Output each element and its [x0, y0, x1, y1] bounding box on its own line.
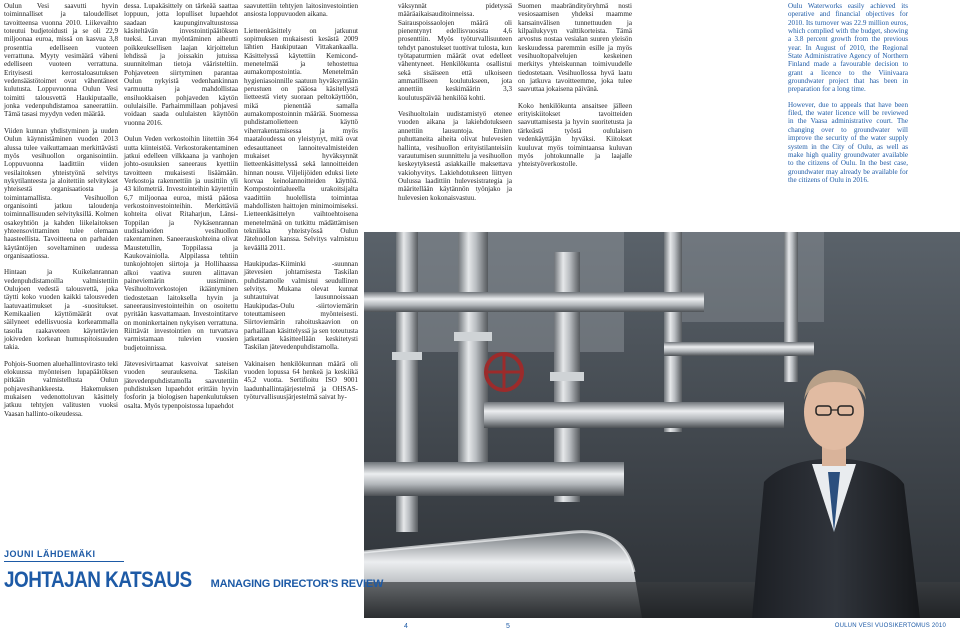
paragraph: Oulun Veden verkostoihin liitettiin 364 uutta kiinteistöä. Verkostorakentaminen jatkui edelleen vilkkaana ja vanhojen johto-osuuksien saneeraus kyettiin tavoitteen mukaisesti lisäämään. Verkostoja rakennettiin ja uusittiin yli 43 kilometriä. Investointeihin käytettiin 6,7 miljoonaa euroa, mistä pääosa verkostoinvestointeihin. Merkittäviä kohteita olivat Ritaharjun, Länsi-Toppilan ja Nykäsenrannan uudisalueiden vesihuollon rakentaminen. Saneerauskohteina olivat Maustetullin, Toppilassa ja Kaukovainiolla. Alppilassa tehtiin tunkojohtojen siirtoja ja Hollihaassa alkoi vaativa suuren alittavan paineviemärin uusiminen. Vesihuoltoverkostojen ikääntyminen tiedostetaan laitoksella hyvin ja saneerausinvestointeihin on osoitettu pyritään kasvattamaan. Investointitarve on moninkertainen nykyisen verrattuna. Riittävät investointien on turvattava varmistamaan tulevien vuosien budjetoinnissa.	[124, 135, 238, 352]
paragraph: Hintaan ja Kuikelanrannan vedenpuhdistamoilla valmistettiin Oulujoen vedestä talousvettä, joka täytti koko vuoden kaikki talousveden laatuvaatimukset ja -suositukset. Kemikaalien käyttömäärät ovat säilyneet edellisvuosia korkeammalla tasolla raakaveteen käytettävien jokiveden korkean humuspitoisuuden takia.	[4, 268, 118, 352]
right-column-1	[398, 2, 512, 210]
plant-photo-illustration	[364, 232, 960, 618]
paragraph: Pohjois-Suomen aluehallintovirasto teki elokuussa myönteisen lupapäätöksen pitkään valmistellusta Oulun pohjavesihankkeesta. Hakemuksen mukaisen vedenottoluvan käsittely jatkuu tehtyjen valitusten vuoksi Vaasan hallinto-oikeudessa.	[4, 359, 118, 418]
paragraph: dessa. Lupakäsittely on tärkeää saattaa loppuun, jotta lopulliset lupaehdot saadaan kaupunginvaltuustossa käsiteltävän investointipäätöksen tueksi. Luvan myöntäminen aiheutti poikkeuksellisen laajan kirjoittelun lehdissä ja joissakin jutuissa suunnitelman tietoja vääristeltiin. Pohjaveteen siirtyminen parantaa Oulun nykyistä vedenhankinnan varmuutta ja mahdollistaa ensiluokkaisen pohjaveden käytön oululaisille. Parhaimmillaan pohjavesi voidaan saada oululaisten käyttöön vuonna 2016.	[124, 2, 238, 127]
paragraph: Vakinaisen henkilökunnan määrä oli vuoden lopussa 64 henkeä ja keskiikä 45,2 vuotta. Sertifioitu ISO 9001 laadunhallintajärjestelmä ja OHSAS-työturvallisuusjärjestelmä saivat hy-	[244, 359, 358, 402]
paragraph: Oulun Vesi saavutti hyvin toiminnalliset ja taloudelliset tavoitteensa vuonna 2010. Liikevaihto toteutui budjetoidusti ja se oli 22,9 miljoonaa euroa, missä on kasvua 3,8 prosenttia edelliseen vuoteen verrattuna. Myyty vesimäärä väheni edelliseen vuoteen verrattuna. Erityisesti kerrostaloasutuksen vedensäästötoimet ovat vähentäneet kulutusta. Loppuvuonna Oulun Vesi toimitti talousvettä Haukiputaalle, jonka vedenpuhdistamoa saneerattiin. Tämä tasasi myydyn veden määrää.	[4, 2, 118, 119]
paragraph: Haukipudas-Kiiminki -suunnan jätevesien johtamisesta Taskilan puhdistamolle valmistui seudullinen selvitys. Mukana olevat kunnat suhtautuivat lausunnoissaan Haukipudas-Oulu -siirtoviemärin toteuttamiseen myönteisesti. Siirtoviemärin rahoituskaavion on parhaillaan käsittelyssä ja sen toteutusta jatketaan käsitteellään keskitetysti Taskilan jätevedenpuhdistamolla.	[244, 259, 358, 352]
paragraph: Viiden kunnan yhdistyminen ja uuden Oulun käynnistäminen vuoden 2013 alussa tulee vaikuttamaan merkittävästi myös vesihuollon organisointiin. Loppuvuonna laadittiin viiden vesilaitoksen yhteistyönä selvitys nykytilanteesta ja aloitettiin selvitykset yhteisestä organisaatiosta ja toimintamallista. Vesihuollon organisointi jatkuu taloudenja toiminnallisuuden selvityksillä. Kolmen osakeyhtiön ja kahden liikelaitoksen yhteensovittaminen tulee olemaan haasteellista. Tavoitteena on parhaiden käytäntöjen soveltaminen uudessa organisaatiossa.	[4, 126, 118, 260]
left-column-2	[124, 2, 238, 418]
title-english: MANAGING DIRECTOR'S REVIEW	[210, 578, 384, 590]
english-paragraph: Oulu Waterworks easily achieved its operative and financial objectives for 2010. Its turnover was 22.9 million euros, which complied with the budget, showing a 3.8 percent growth from the previous year. In August of 2010, the Regional State Administrative Agency of Northern Finland made a favourable decision to grant a licence to the Viinivaara groundwater project that has been in preparation for a long time.	[788, 2, 908, 94]
page-number-right: 5	[506, 623, 510, 630]
left-column-3	[244, 2, 358, 409]
paragraph: Lietteenkäsittely on jatkunut sopimuksen mukaisesti kesästä 2009 lähtien Haukiputaan Vittakankaalla. Käsittelyssä käytettiin Kemicond-menetelmää ja tehostettua aumakompostointia. Menetelmän hygieniasoinnille saatuun hyväksyntään perustuen on pääosa käsitellystä lietteestä viety suoraan peltokäyttöön, mikä pienentää samalla aumakompostoinnin määrää. Suomessa puhdistamolietteen käyttö viherrakentamisessa ja myös maataloudessa on yleistynyt, mitä ovat edesauttaneet lannoitevalmisteiden mukaiset hyväksynnät lietteenkäsittelyssä sekä lannoitteiden hinnan nousu. Viljelijöiden eduksi liete korvaa keinolannoitteiden käyttöä. Kompostointialueella urakoitsijalta vaadittiin huolellista toimintaa mahdollisten haittojen minimoimiseksi. Lietteenkäsittelyn vaihtoehtoisena menetelmänä on tutkittu mädättämisen tekniikka yhteistyössä Oulun Jätehuollon kanssa. Selvitys valmistuu keväällä 2011.	[244, 26, 358, 252]
footer-text: OULUN VESI VUOSIKERTOMUS 2010	[834, 623, 946, 629]
paragraph: Vesihuoltolain uudistamistyö etenee vuoden aikana ja lakiehdotukseen annettiin lausuntoja. Eniten puhuttaneita aiheita olivat hulevesien hallinta, vesihuollon erityistilanteisiin varautumisen suunnittelu ja vesihuollon keskeytyksestä asiakkaille maksettava vakiohyvitys. Lakiehdotukseen liittyen Oulussa laadittiin hulevesistrategia ja määritellään käytännön työnjako ja hulevesien kokonaisvastuu.	[398, 110, 512, 202]
paragraph: Jätevesivirtaamat kasvoivat sateisen vuoden seurauksena. Taskilan jätevedenpuhdistamolla saavutettiin puhdistuksen lupaehdot erittäin hyvin fosforin ja biologisen hapenkulutuksen osalta. Myös typenpoistossa lupaehdot	[124, 360, 238, 410]
right-column-2	[518, 2, 632, 177]
page-number-left: 4	[404, 623, 408, 630]
title-finnish: JOHTAJAN KATSAUS	[4, 567, 192, 592]
english-summary-column	[788, 2, 908, 191]
page-title	[4, 567, 384, 593]
left-column-1	[4, 2, 118, 426]
author-name: JOUNI LÄHDEMÄKI	[4, 549, 96, 559]
author-divider	[4, 561, 124, 562]
english-paragraph: However, due to appeals that have been filed, the water licence will be reviewed in the Vaasa administrative court. The changing over to groundwater will improve the security of the water supply system in the City of Oulu, as well as make high quality groundwater available to the citizens of Oulu. In the best case, groundwater may already be available for the citizens of Oulu in 2016.	[788, 100, 908, 184]
article-heading-block	[4, 549, 384, 593]
paragraph: väksynnät pidetyssä määräaikaisauditoinneissa. Sairauspoissaolojen määrä oli pienentynyt edellisvuosista 4,6 prosenttiin. Myös työturvallisuuteen tehdyt panostukset tuottivat tulosta, kun työtapaturmien määrät ovat edelleet vähentyneet. Henkilökunta osallistui sekä sisäiseen että ulkoiseen ammatilliseen koulutukseen, jota annettiin keskimäärin 3,3 koulutuspäivää henkilöä kohti.	[398, 2, 512, 102]
paragraph: saavutettiin tehtyjen laitosinvestointien ansiosta loppuvuoden aikana.	[244, 2, 358, 19]
paragraph: Koko henkilökunta ansaitsee jälleen erityiskiitokset tavoitteiden saavuttamisesta ja hyvin suoritetusta ja tärkeästä työstä oululaisen vedenkäyttäjän hyväksi. Kiitokset kuuluvat myös toimintaansa kuluvan myös johtokunnalle ja laajalle yhteistyöverkostolle.	[518, 101, 632, 169]
plant-photo	[364, 232, 960, 618]
paragraph: Suomen maabrändityöryhmä nosti vesiosaamisen yhdeksi maamme kansainvälisen tunnettuuden ja kilpailukyvyn valttikorteista. Tämä arvostus nostaa vesialan suuren yleisön keskuudessa paremmin esille ja myös vesihuoltopalvelujen keskeinen merkitys yhteiskunnan toimivuudelle tiedostetaan. Vesihuollossa hyvä laatu on jatkuva tavoitteemme, joka tulee saavuttaa jokaisena päivänä.	[518, 2, 632, 94]
